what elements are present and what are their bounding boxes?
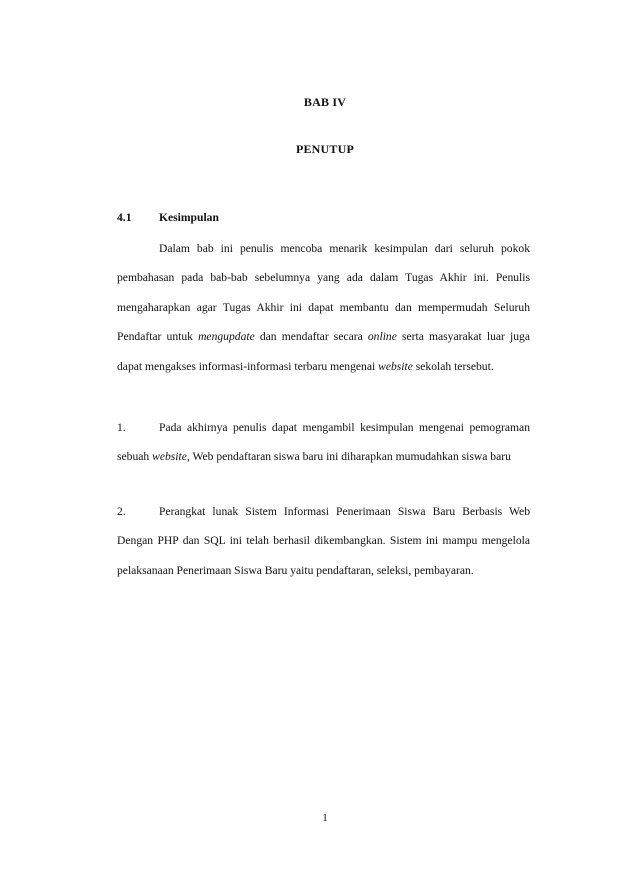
list-item-number: 1.: [117, 421, 126, 434]
chapter-title: PENUTUP: [295, 142, 355, 156]
page-number: 1: [322, 812, 328, 824]
list-item: [117, 497, 530, 585]
list-item-emphasis-website: website: [152, 450, 187, 464]
list-item-number: 2.: [117, 505, 126, 518]
section-title: Kesimpulan: [159, 211, 219, 224]
chapter-number: BAB IV: [303, 95, 347, 109]
paragraph-text-3: serta masyarakat luar juga dapat mengakses informasi-informasi terbaru mengenai: [117, 330, 530, 373]
paragraph-emphasis-online: online: [367, 330, 397, 344]
section-number: 4.1: [117, 211, 132, 224]
list-item-text-2: , Web pendaftaran siswa baru ini diharapkan mumudahkan siswa baru: [186, 450, 511, 464]
paragraph-text-4: sekolah tersebut.: [412, 359, 494, 373]
paragraph-emphasis-mengupdate: mengupdate: [198, 330, 255, 344]
conclusion-paragraph: [117, 234, 530, 381]
list-item: [117, 413, 530, 472]
paragraph-emphasis-website: website: [378, 359, 413, 373]
list-item-text-1: Pada akhirnya penulis dapat mengambil kesimpulan mengenai pemograman sebuah: [117, 421, 530, 464]
list-item-text-1: Perangkat lunak Sistem Informasi Penerimaan Siswa Baru Berbasis Web Dengan PHP dan SQL ini telah berhasil dikembangkan. Sistem ini mampu mengelola pelaksanaan Penerimaan Siswa Baru yaitu pendaftaran, seleksi, pembayaran.: [117, 505, 530, 577]
paragraph-text-1: Dalam bab ini penulis mencoba menarik kesimpulan dari seluruh pokok pembahasan pada bab-bab sebelumnya yang ada dalam Tugas Akhir ini. Penulis mengaharapkan agar Tugas Akhir ini dapat membantu dan mempermudah Seluruh Pendaftar untuk: [117, 242, 530, 344]
section-heading: [117, 211, 219, 224]
paragraph-text-2: dan mendaftar secara: [254, 330, 368, 344]
